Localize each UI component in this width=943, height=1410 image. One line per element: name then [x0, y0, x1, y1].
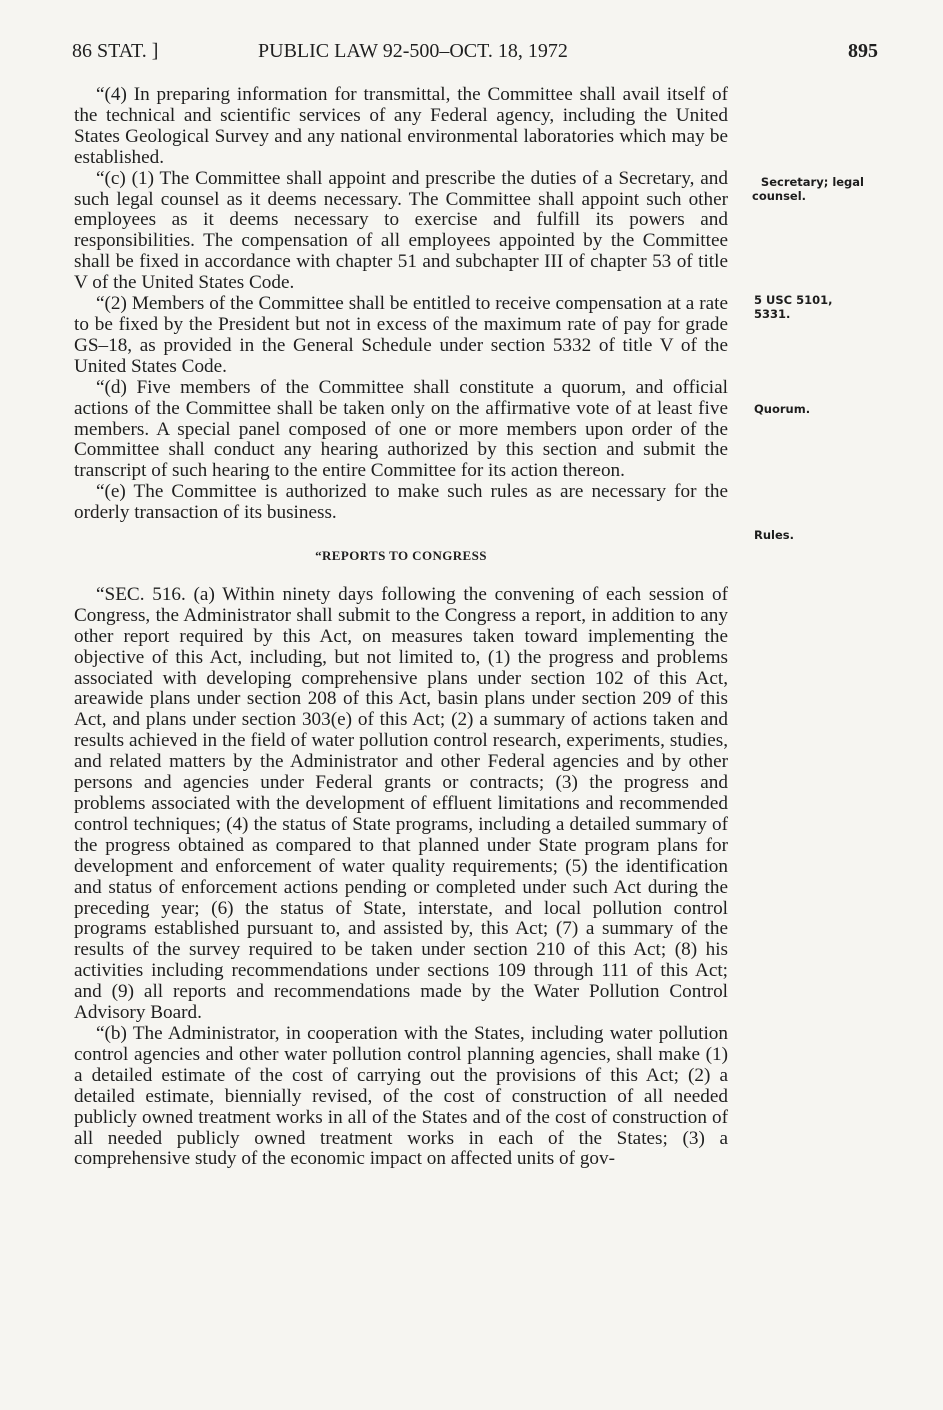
body-text — [74, 85, 728, 1170]
margin-note-usc-line1: 5 USC 5101, — [754, 293, 833, 307]
page-header — [72, 40, 878, 70]
section-heading: “REPORTS TO CONGRESS — [315, 548, 487, 564]
paragraph-sec516-b: “(b) The Administrator, in cooperation with the States, including water pollution control agencies and other water pollution control planning agencies, shall make (1) a detailed estimate of the cost of carrying out the provisions of this Act; (2) a detailed estimate, biennially revised, of the cost of construction of all needed publicly owned treatment works in all of the States and of the cost of construction of all needed publicly owned treatment works in each of the States; (3) a comprehensive study of the economic impact on affected units of gov- — [74, 1022, 728, 1170]
paragraph-c1: “(c) (1) The Committee shall appoint and prescribe the duties of a Secretary, and such legal counsel as it deems necessary. The Committee shall appoint such other employees as it deems necessary to exercise and fulfill its powers and responsibilities. The compensation of all employees appointed by the Committee shall be fixed in accordance with chapter 51 and subchapter III of chapter 53 of title V of the United States Code. — [74, 167, 728, 294]
margin-note-rules: Rules. — [754, 528, 794, 542]
header-title: PUBLIC LAW 92-500–OCT. 18, 1972 — [258, 40, 568, 62]
paragraph-a4: “(4) In preparing information for transmittal, the Committee shall avail itself of the technical and scientific services of any Federal agency, including the United States Geological Survey and any national environmental laboratories which may be established. — [74, 84, 728, 168]
margin-note-usc-line2: 5331. — [754, 307, 791, 321]
paragraph-e: “(e) The Committee is authorized to make such rules as are necessary for the orderly transaction of its business. — [74, 481, 728, 524]
margin-note-quorum: Quorum. — [754, 402, 811, 416]
margin-note-secretary-line2: counsel. — [752, 189, 807, 203]
margin-note-secretary — [752, 175, 912, 203]
margin-note-secretary-line1: Secretary; legal — [760, 175, 864, 189]
paragraph-c2: “(2) Members of the Committee shall be entitled to receive compensation at a rate to be fixed by the President but not in excess of the maximum rate of pay for grade GS–18, as provided in the General Schedule under section 5332 of title V of the United States Code. — [74, 293, 728, 377]
page-number: 895 — [848, 40, 878, 62]
paragraph-sec516-a: “SEC. 516. (a) Within ninety days following the convening of each session of Congress, the Administrator shall submit to the Congress a report, in addition to any other report required by this Act, on measures taken toward implementing the objective of this Act, including, but not limited to, (1) the progress and problems associated with developing comprehensive plans under section 102 of this Act, areawide plans under section 208 of this Act, basin plans under section 209 of this Act, and plans under section 303(e) of this Act; (2) a summary of actions taken and results achieved in the field of water pollution control research, experiments, studies, and related matters by the Administrator and other Federal agencies and by other persons and agencies under Federal grants or contracts; (3) the progress and problems associated with the development of effluent limitations and recommended control techniques; (4) the status of State programs, including a detailed summary of the progress obtained as compared to that planned under State program plans for development and enforcement of water quality requirements; (5) the identification and status of enforcement actions pending or completed under such Act during the preceding year; (6) the status of State, interstate, and local pollution control programs established pursuant to, and assisted by, this Act; (7) a summary of the results of the survey required to be taken under section 210 of this Act; (8) his activities including recommendations under sections 109 through 111 of this Act; and (9) all reports and recommendations made by the Water Pollution Control Advisory Board. — [74, 583, 728, 1024]
margin-note-usc — [754, 293, 914, 321]
header-stat-reference: 86 STAT. ] — [72, 40, 159, 62]
paragraph-d: “(d) Five members of the Committee shall constitute a quorum, and official actions of the Committee shall be taken only on the affirmative vote of at least five members. A special panel composed of one or more members upon order of the Committee shall conduct any hearing authorized by this section and submit the transcript of such hearing to the entire Committee for its action thereon. — [74, 376, 728, 482]
